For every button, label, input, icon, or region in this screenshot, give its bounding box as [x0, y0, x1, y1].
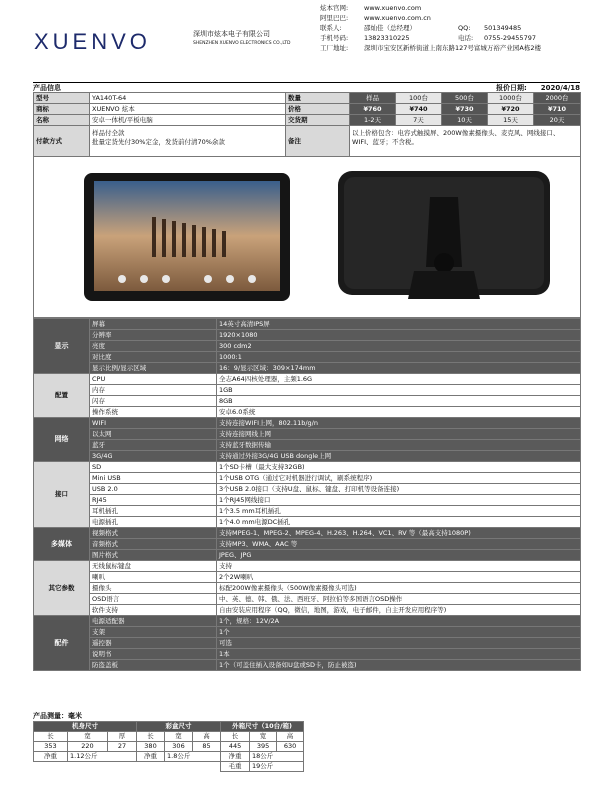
carton-net-weight: 18公斤 [250, 752, 304, 762]
spec-value: 2个2W喇叭 [217, 572, 581, 583]
spec-row [34, 517, 581, 528]
spec-value: 全志A64四核处理器，主频1.6G [217, 374, 581, 385]
price-tier: ¥760 [350, 104, 396, 115]
spec-value: JPEG、JPG [217, 550, 581, 561]
mobile-value: 13823310225 [364, 34, 410, 42]
spec-value: 1个3.5 mm耳机插孔 [217, 506, 581, 517]
spec-row [34, 473, 581, 484]
spec-name: 3G/4G [90, 451, 217, 462]
measurement-title: 产品测量：毫米 [33, 712, 82, 720]
payment-label: 付款方式 [34, 126, 90, 157]
spec-name: 防盗盖板 [90, 660, 217, 671]
info-table [33, 92, 581, 318]
spec-value: 1GB [217, 385, 581, 396]
lead-tier: 15天 [488, 115, 534, 126]
qq-label: QQ: [458, 24, 471, 32]
spec-value: 1本 [217, 649, 581, 660]
spec-name: 亮度 [90, 341, 217, 352]
spec-value: 支持通过外接3G/4G USB dongle上网 [217, 451, 581, 462]
spec-group-label: 多媒体 [34, 528, 90, 561]
spec-name: 图片格式 [90, 550, 217, 561]
dim-value: 353 [34, 742, 68, 752]
measurement-block [33, 711, 303, 772]
box-net-weight: 1.8公斤 [165, 752, 221, 762]
spec-value: 1000:1 [217, 352, 581, 363]
spec-row [34, 418, 581, 429]
qty-tier: 1000台 [488, 93, 534, 104]
length-label: 长 [137, 732, 165, 742]
payment-line: 批量定货先付30%定金，发货前付清70%余款 [92, 138, 225, 146]
contact-block [320, 3, 590, 53]
spec-row [34, 396, 581, 407]
spec-value: 支持连接网线上网 [217, 429, 581, 440]
spec-name: 摄像头 [90, 583, 217, 594]
length-label: 长 [34, 732, 68, 742]
spec-row [34, 649, 581, 660]
spec-row [34, 561, 581, 572]
address-label: 工厂地址: [320, 44, 349, 52]
thickness-label: 厚 [108, 732, 137, 742]
website-link[interactable]: www.xuenvo.com [364, 4, 422, 12]
price-tier: ¥710 [534, 104, 581, 115]
spec-row [34, 319, 581, 330]
measurement-table [33, 721, 304, 772]
spec-name: SD [90, 462, 217, 473]
spec-value: 安卓6.0系统 [217, 407, 581, 418]
spec-name: USB 2.0 [90, 484, 217, 495]
spec-name: 遥控器 [90, 638, 217, 649]
person-label: 联系人: [320, 24, 342, 32]
spec-value: 1个RJ45网线接口 [217, 495, 581, 506]
spec-value: 中、英、德、韩、俄、法、西班牙、阿拉伯等多国语言OSD操作 [217, 594, 581, 605]
spec-row [34, 429, 581, 440]
dim-value: 85 [193, 742, 221, 752]
spec-name: OSD语言 [90, 594, 217, 605]
company-name-block [193, 30, 308, 48]
body-size-header: 机身尺寸 [34, 722, 137, 732]
spec-name: 耳机插孔 [90, 506, 217, 517]
spec-row [34, 616, 581, 627]
spec-value: 支持MP3、WMA、AAC 等 [217, 539, 581, 550]
spec-row [34, 451, 581, 462]
tablet-back-image [334, 167, 554, 305]
width-label: 宽 [165, 732, 193, 742]
brand-label: 商标 [34, 104, 90, 115]
tel-value: 0755-29455797 [484, 34, 536, 42]
model-label: 型号 [34, 93, 90, 104]
lead-tier: 1-2天 [350, 115, 396, 126]
lead-tier: 7天 [396, 115, 442, 126]
spec-name: 软件支持 [90, 605, 217, 616]
spec-value: 1个 [217, 627, 581, 638]
spec-value: 1个，规格：12V/2A [217, 616, 581, 627]
info-section-title: 产品信息 [33, 84, 61, 92]
product-sheet [33, 82, 580, 671]
spec-name: 操作系统 [90, 407, 217, 418]
spec-row [34, 495, 581, 506]
dim-value: 395 [250, 742, 277, 752]
spec-row [34, 374, 581, 385]
spec-value: 14英寸高清IPS屏 [217, 319, 581, 330]
spec-name: Mini USB [90, 473, 217, 484]
spec-row [34, 484, 581, 495]
carton-size-header: 外箱尺寸（10台/箱) [221, 722, 304, 732]
lead-tier: 10天 [442, 115, 488, 126]
spec-value: 1920×1080 [217, 330, 581, 341]
dim-value: 306 [165, 742, 193, 752]
spec-value: 3个USB 2.0接口（支持U盘、鼠标、键盘、打印机等设备连接) [217, 484, 581, 495]
spec-name: 闪存 [90, 396, 217, 407]
spec-name: 显示比例/显示区域 [90, 363, 217, 374]
spec-name: 内存 [90, 385, 217, 396]
spec-group-label: 网络 [34, 418, 90, 462]
dim-value: 630 [277, 742, 304, 752]
qty-tier: 2000台 [534, 93, 581, 104]
website-label: 炫本官网: [320, 4, 349, 12]
spec-value: 支持 [217, 561, 581, 572]
spec-value: 可选 [217, 638, 581, 649]
spec-name: 喇叭 [90, 572, 217, 583]
spec-row [34, 627, 581, 638]
spec-name: 电源插孔 [90, 517, 217, 528]
body-net-weight: 1.12公斤 [68, 752, 137, 762]
spec-name: 电源适配器 [90, 616, 217, 627]
spec-value: 1个USB OTG（通过它对机器进行调试，刷系统程序) [217, 473, 581, 484]
height-label: 高 [193, 732, 221, 742]
spec-name: 屏幕 [90, 319, 217, 330]
lead-tier: 20天 [534, 115, 581, 126]
spec-name: 蓝牙 [90, 440, 217, 451]
spec-row [34, 330, 581, 341]
spec-row [34, 385, 581, 396]
spec-name: CPU [90, 374, 217, 385]
person-value: 邵灿佳（总经理） [364, 24, 416, 32]
product-images [34, 157, 581, 318]
spec-row [34, 528, 581, 539]
alibaba-label: 阿里巴巴: [320, 14, 349, 22]
gross-weight-label: 毛重 [221, 762, 250, 772]
company-name-en: SHENZHEN XUENVO ELECTRONICS CO.,LTD [193, 41, 291, 46]
price-tier: ¥720 [488, 104, 534, 115]
spec-group-label: 配置 [34, 374, 90, 418]
spec-name: 说明书 [90, 649, 217, 660]
spec-name: RJ45 [90, 495, 217, 506]
height-label: 高 [277, 732, 304, 742]
spec-row [34, 572, 581, 583]
note-value: 以上价格包含：电容式触摸屏、200W像素摄像头、麦克风、网线接口、WIFI、蓝牙；不含税。 [350, 126, 581, 157]
spec-name: 分辨率 [90, 330, 217, 341]
spec-row [34, 638, 581, 649]
spec-row [34, 660, 581, 671]
spec-value: 支持连接WIFI上网，802.11b/g/n [217, 418, 581, 429]
spec-row [34, 506, 581, 517]
spec-table [33, 318, 581, 671]
tablet-front-image [82, 171, 292, 305]
brand-value: XUENVO 炫本 [90, 104, 286, 115]
tel-label: 电话: [458, 34, 474, 42]
spec-name: 对比度 [90, 352, 217, 363]
spec-group-label: 显示 [34, 319, 90, 374]
spec-group-label: 接口 [34, 462, 90, 528]
spec-row [34, 550, 581, 561]
lead-time-label: 交货期 [286, 115, 350, 126]
spec-value: 1个SD卡槽（最大支持32GB) [217, 462, 581, 473]
spec-row [34, 462, 581, 473]
spec-name: 支架 [90, 627, 217, 638]
spec-value: 支持蓝牙数据传输 [217, 440, 581, 451]
spec-row [34, 594, 581, 605]
spec-row [34, 440, 581, 451]
spec-value: 1个（可盖住插入设备如U盘或SD卡，防止被盗) [217, 660, 581, 671]
width-label: 宽 [68, 732, 108, 742]
price-tier: ¥740 [396, 104, 442, 115]
spec-value: 16：9/显示区域：309×174mm [217, 363, 581, 374]
alibaba-link[interactable]: www.xuenvo.com.cn [364, 14, 431, 22]
spec-value: 300 cdm2 [217, 341, 581, 352]
qq-value: 501349485 [484, 24, 522, 32]
dim-value: 27 [108, 742, 137, 752]
spec-name: 无线鼠标键盘 [90, 561, 217, 572]
quote-date: 2020/4/18 [540, 84, 580, 92]
qty-tier: 样品 [350, 93, 396, 104]
width-label: 宽 [250, 732, 277, 742]
spec-row [34, 583, 581, 594]
spec-group-label: 其它参数 [34, 561, 90, 616]
dim-value: 380 [137, 742, 165, 752]
note-label: 备注 [286, 126, 350, 157]
logo-wordmark: XUENVO [34, 30, 151, 54]
product-name-value: 安卓一体机/平板电脑 [90, 115, 286, 126]
spec-group-label: 配件 [34, 616, 90, 671]
spec-row [34, 341, 581, 352]
dim-value: 220 [68, 742, 108, 752]
spec-value: 标配200W像素摄像头（500W像素摄像头可选) [217, 583, 581, 594]
spec-value: 自由安装应用程序（QQ，微信，地图，游戏，电子邮件，自主开发应用程序等) [217, 605, 581, 616]
payment-line: 样品付全款 [92, 129, 125, 137]
box-size-header: 彩盒尺寸 [137, 722, 221, 732]
spec-value: 1个4.0 mm电源DC插孔 [217, 517, 581, 528]
qty-label: 数量 [286, 93, 350, 104]
net-weight-label: 净重 [221, 752, 250, 762]
spec-name: 音频格式 [90, 539, 217, 550]
address-value: 深圳市宝安区新桥街道上南东路127号富城万裕产业园A栋2楼 [364, 44, 541, 52]
spec-name: WIFI [90, 418, 217, 429]
company-logo [34, 30, 192, 56]
price-tier: ¥730 [442, 104, 488, 115]
product-name-label: 名称 [34, 115, 90, 126]
model-value: YA140T-64 [90, 93, 286, 104]
info-header [33, 82, 580, 92]
length-label: 长 [221, 732, 250, 742]
price-label: 价格 [286, 104, 350, 115]
dim-value: 445 [221, 742, 250, 752]
net-weight-label: 净重 [137, 752, 165, 762]
spec-row [34, 352, 581, 363]
mobile-label: 手机号码: [320, 34, 349, 42]
quote-date-label: 报价日期: [495, 84, 527, 92]
spec-row [34, 539, 581, 550]
spec-name: 视频格式 [90, 528, 217, 539]
spec-value: 8GB [217, 396, 581, 407]
carton-gross-weight: 19公斤 [250, 762, 304, 772]
net-weight-label: 净重 [34, 752, 68, 762]
spec-name: 以太网 [90, 429, 217, 440]
spec-row [34, 605, 581, 616]
company-name-cn: 深圳市炫本电子有限公司 [193, 30, 270, 38]
xuenvo-logo-icon [34, 30, 192, 54]
qty-tier: 500台 [442, 93, 488, 104]
spec-row [34, 407, 581, 418]
spec-row [34, 363, 581, 374]
qty-tier: 100台 [396, 93, 442, 104]
spec-value: 支持MPEG-1、MPEG-2、MPEG-4、H.263、H.264、VC1、RV 等（最高支持1080P) [217, 528, 581, 539]
